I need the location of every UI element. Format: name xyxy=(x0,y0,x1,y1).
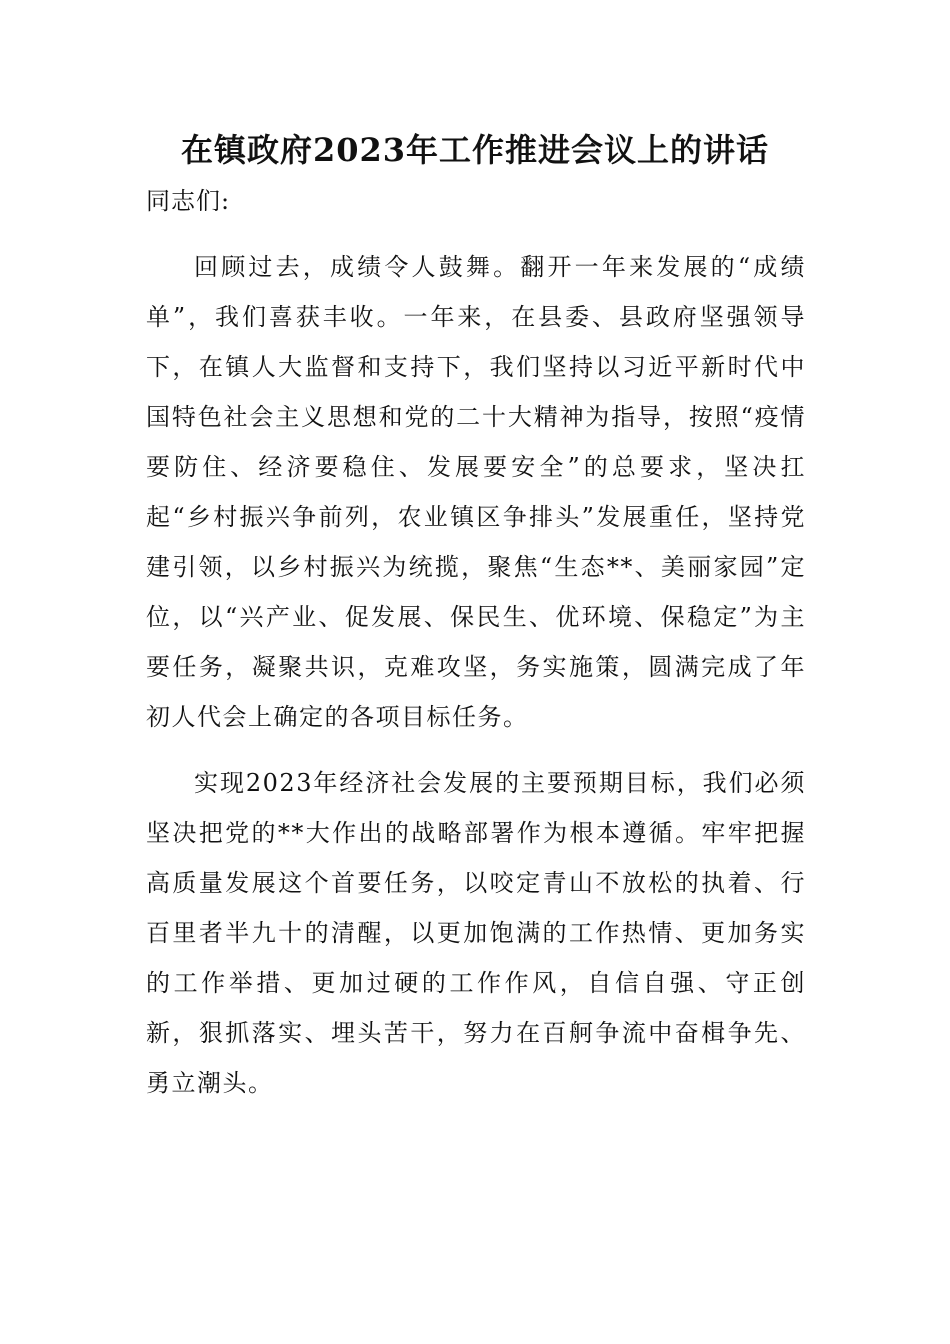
paragraph-1: 回顾过去，成绩令人鼓舞。翻开一年来发展的“成绩单”，我们喜获丰收。一年来，在县委、县政府坚强领导下，在镇人大监督和支持下，我们坚持以习近平新时代中国特色社会主义思想和党的二十大精神为指导，按照“疫情要防住、经济要稳住、发展要安全”的总要求，坚决扛起“乡村振兴争前列，农业镇区争排头”发展重任，坚持党建引领，以乡村振兴为统揽，聚焦“生态**、美丽家园”定位，以“兴产业、促发展、保民生、优环境、保稳定”为主要任务，凝聚共识，克难攻坚，务实施策，圆满完成了年初人代会上确定的各项目标任务。 xyxy=(146,253,806,731)
document-title: 在镇政府2023年工作推进会议上的讲话 xyxy=(180,131,770,169)
greeting: 同志们: xyxy=(146,187,231,215)
document-body xyxy=(146,176,806,1108)
paragraph-2: 实现2023年经济社会发展的主要预期目标，我们必须坚决把党的**大作出的战略部署作为根本遵循。牢牢把握高质量发展这个首要任务，以咬定青山不放松的执着、行百里者半九十的清醒，以更加饱满的工作热情、更加务实的工作举措、更加过硬的工作作风，自信自强、守正创新，狠抓落实、埋头苦干，努力在百舸争流中奋楫争先、勇立潮头。 xyxy=(146,769,806,1097)
